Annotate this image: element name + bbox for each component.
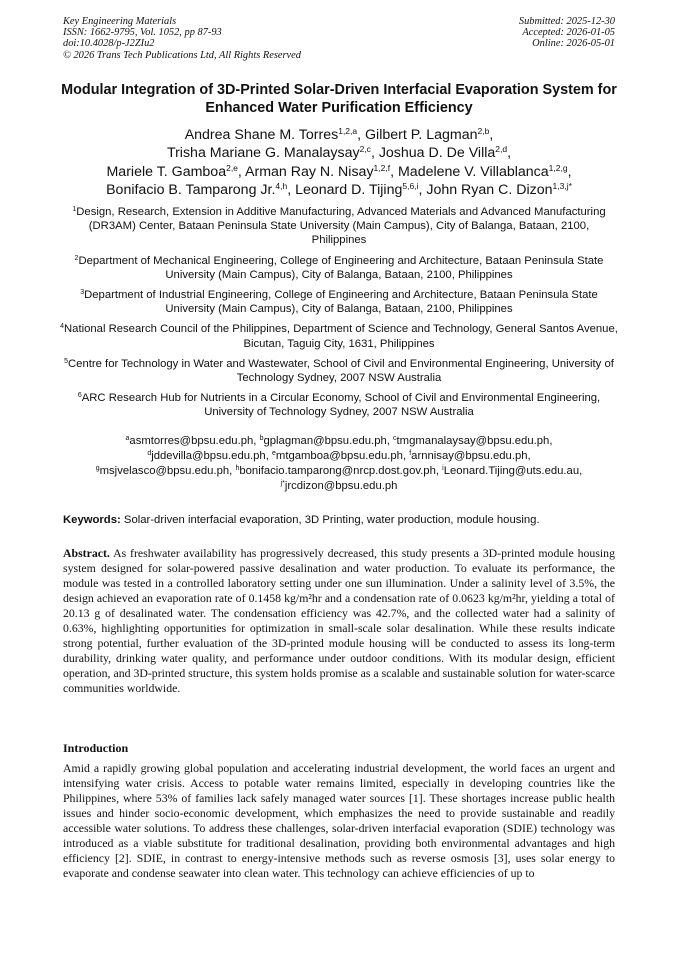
- email-address[interactable]: mtgamboa@bpsu.edu.ph: [275, 450, 403, 462]
- author-name: Joshua D. De Villa: [378, 145, 496, 162]
- email-marker: a: [125, 435, 130, 442]
- author-name: Trisha Mariane G. Manalaysay: [166, 145, 360, 162]
- email-list: [40, 434, 638, 494]
- email-separator: ,: [549, 435, 553, 447]
- email-address[interactable]: asmtorres@bpsu.edu.ph: [129, 435, 254, 447]
- email-address[interactable]: tmgmanalaysay@bpsu.edu.ph: [396, 435, 550, 447]
- online-date: Online: 2026-05-01: [532, 38, 615, 50]
- email-line: [40, 464, 638, 479]
- author-separator: ,: [489, 127, 494, 143]
- affiliation-list: [60, 205, 618, 426]
- affiliation-item: [60, 357, 618, 385]
- email-marker: h: [235, 465, 240, 472]
- affiliation-number: 3: [80, 289, 85, 297]
- email-line: [40, 479, 638, 494]
- affiliation-number: 6: [77, 392, 82, 400]
- author-name: Gilbert P. Lagman: [365, 127, 478, 143]
- email-line: [40, 434, 638, 449]
- author-name: Mariele T. Gamboa: [106, 163, 227, 180]
- abstract-label: Abstract.: [63, 546, 110, 560]
- author-line: [30, 163, 648, 181]
- author-line: [30, 126, 648, 144]
- author-name: John Ryan C. Dizon: [426, 182, 553, 199]
- author-name: Leonard D. Tijing: [295, 182, 403, 199]
- introduction-text: Amid a rapidly growing global population and accelerating industrial development, the world faces an urgent and intensifying water crisis. Access to potable water remains limited, especially in developing countries like the Philippines, where 53% of families lack safely managed water sources [1]. These shortages increase public health issues and hinder socio-economic development, which emphasizes the need to provide sustainable and readily accessible water solutions. To address these challenges, solar-driven interfacial evaporation (SDIE) technology was introduced as a viable substitute for traditional desalination, providing both environmental advantages and high efficiency [2]. SDIE, in contrast to energy-intensive methods such as reverse osmosis [3], uses solar energy to evaporate and condense seawater into clean water. This technology can achieve efficiencies of up to: [63, 761, 615, 880]
- email-marker: d: [147, 450, 152, 457]
- email-separator: ,: [402, 450, 410, 462]
- author-separator: ,: [567, 163, 572, 180]
- submission-dates: [519, 16, 615, 50]
- email-address[interactable]: arnnisay@bpsu.edu.ph: [411, 450, 528, 462]
- email-separator: ,: [435, 465, 443, 477]
- author-separator: ,: [390, 163, 398, 180]
- affiliation-number: 1: [72, 206, 77, 213]
- abstract-text: As freshwater availability has progressively decreased, this study presents a 3D-printed module housing system designed for solar-powered passive desalination and water production. To evaluate its performance, the module was tested in a controlled laboratory setting under one sun illumination. Under a salinity level of 3.5%, the design achieved an evaporation rate of 0.1458 kg/m²hr and a condensation rate of 0.0623 kg/m²hr, yielding a total of 20.13 g of desalinated water. The condensation efficiency was 42.7%, and the collected water had a salinity of 0.63%, highlighting opportunities for optimization in small-scale solar desalination. While these results indicate strong potential, further evaluation of the 3D-printed module housing will be conducted to assess its long-term durability, drinking water quality, and performance under outdoor conditions. With its modular design, efficient operation, and 3D-printed structure, this system holds promise as a scalable and sustainable solution for water-scarce communities worldwide.: [63, 546, 615, 695]
- accepted-date: Accepted: 2026-01-05: [522, 27, 615, 39]
- affiliation-text: Design, Research, Extension in Additive Manufacturing, Advanced Materials and Advanced Manufacturing (DR3AM) Center, Bataan Peninsula State University (Main Campus), City of Balanga, Bataan, 2100, Philippines: [76, 206, 606, 247]
- email-separator: ,: [265, 450, 272, 462]
- author-affiliation-marker: 1,2,a: [338, 126, 358, 136]
- author-affiliation-marker: 1,3,j*: [552, 181, 572, 192]
- author-affiliation-marker: 5,6,i: [402, 181, 419, 192]
- author-affiliation-marker: 1,2,f: [373, 162, 391, 173]
- journal-doi: doi:10.4028/p-J2ZIu2: [63, 38, 155, 50]
- author-affiliation-marker: 4,h: [275, 181, 288, 192]
- email-marker: c: [393, 435, 397, 442]
- affiliation-number: 4: [60, 323, 64, 331]
- author-line: [30, 144, 648, 162]
- email-address[interactable]: jddevilla@bpsu.edu.ph: [151, 450, 266, 462]
- author-separator: ,: [357, 127, 366, 143]
- author-name: Arman Ray N. Nisay: [245, 163, 374, 180]
- author-affiliation-marker: 2,b: [477, 126, 490, 136]
- affiliation-item: [60, 205, 618, 248]
- paper-title: Modular Integration of 3D-Printed Solar-Driven Interfacial Evaporation System for Enhanced Water Purification Efficiency: [61, 82, 617, 116]
- author-list: [30, 126, 648, 200]
- author-separator: ,: [418, 182, 427, 199]
- author-separator: ,: [507, 145, 512, 162]
- affiliation-item: [60, 254, 618, 282]
- author-name: Madelene V. Villablanca: [397, 163, 549, 180]
- section-heading-introduction: Introduction: [63, 741, 129, 755]
- journal-issn: ISSN: 1662-9795, Vol. 1052, pp 87-93: [63, 27, 222, 39]
- affiliation-text: Department of Industrial Engineering, College of Engineering and Architecture, Bataan Peninsula State University (Main Campus), City of Balanga, Bataan, 2100, Philippines: [84, 289, 598, 316]
- affiliation-item: [60, 288, 618, 316]
- affiliation-text: ARC Research Hub for Nutrients in a Circular Economy, School of Civil and Environmental Engineering, University of Technology Sydney, 2007 NSW Australia: [81, 392, 601, 419]
- journal-header: [63, 16, 301, 61]
- affiliation-text: Centre for Technology in Water and Wastewater, School of Civil and Environmental Engineering, University of Technology Sydney, 2007 NSW Australia: [68, 357, 614, 385]
- author-separator: ,: [237, 163, 246, 180]
- email-separator: ,: [253, 435, 260, 447]
- keywords-text: Solar-driven interfacial evaporation, 3D Printing, water production, module housing.: [123, 514, 540, 526]
- email-separator: ,: [386, 435, 394, 447]
- affiliation-number: 5: [64, 357, 69, 365]
- affiliation-item: [60, 391, 618, 419]
- email-address[interactable]: Leonard.Tijing@uts.edu.au: [443, 465, 580, 477]
- submitted-date: Submitted: 2025-12-30: [518, 16, 615, 27]
- abstract: [63, 546, 615, 696]
- author-separator: ,: [287, 182, 296, 199]
- email-marker: i: [442, 465, 444, 472]
- email-marker: b: [259, 435, 264, 442]
- journal-copyright: © 2026 Trans Tech Publications Ltd, All Rights Reserved: [63, 49, 301, 61]
- affiliation-text: National Research Council of the Philippines, Department of Science and Technology, General Santos Avenue, Bicutan, Taguig City, 1631, Philippines: [64, 323, 618, 350]
- email-address[interactable]: jrcdizon@bpsu.edu.ph: [284, 480, 398, 492]
- email-marker: g: [95, 465, 100, 472]
- email-address[interactable]: gplagman@bpsu.edu.ph: [263, 435, 387, 447]
- keywords: [63, 513, 615, 527]
- author-affiliation-marker: 2,e: [226, 162, 238, 173]
- author-line: [30, 181, 648, 199]
- author-affiliation-marker: 1,2,g: [548, 162, 568, 173]
- keywords-label: Keywords:: [63, 514, 121, 526]
- email-separator: ,: [229, 465, 236, 477]
- email-line: [40, 449, 638, 464]
- author-name: Bonifacio B. Tamparong Jr.: [106, 182, 276, 199]
- affiliation-item: [60, 322, 618, 350]
- author-affiliation-marker: 2,c: [359, 144, 371, 155]
- email-separator: ,: [579, 465, 583, 477]
- email-address[interactable]: bonifacio.tamparong@nrcp.dost.gov.ph: [239, 465, 436, 477]
- journal-name: Key Engineering Materials: [63, 16, 177, 27]
- author-affiliation-marker: 2,d: [495, 144, 508, 155]
- email-separator: ,: [527, 450, 531, 462]
- author-separator: ,: [370, 145, 379, 162]
- author-name: Andrea Shane M. Torres: [184, 127, 339, 143]
- email-address[interactable]: msjvelasco@bpsu.edu.ph: [99, 465, 230, 477]
- email-marker: f: [409, 450, 412, 457]
- affiliation-number: 2: [74, 254, 79, 262]
- affiliation-text: Department of Mechanical Engineering, College of Engineering and Architecture, Bataan Peninsula State University (Main Campus), City of Balanga, Bataan, 2100, Philippines: [78, 254, 604, 281]
- email-marker: e: [272, 450, 276, 457]
- email-marker: j*: [280, 480, 285, 487]
